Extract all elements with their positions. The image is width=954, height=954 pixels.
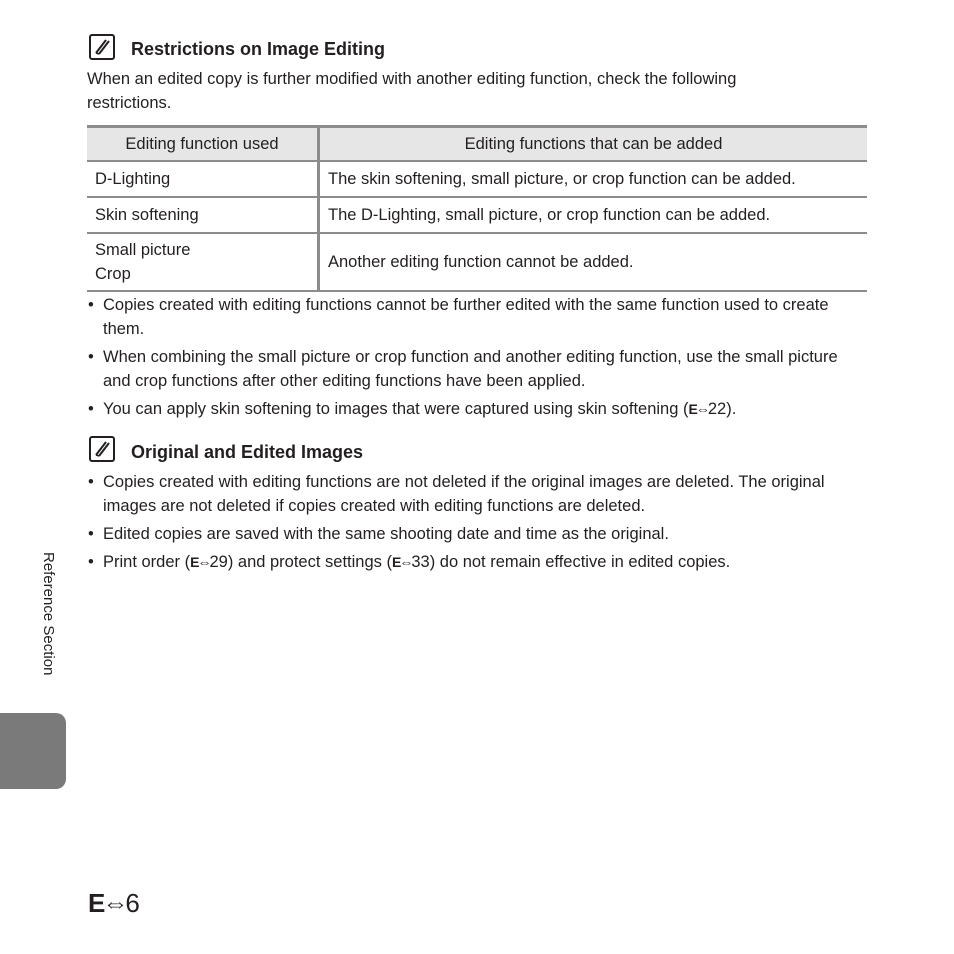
list-item: • Copies created with editing functions are not deleted if the original images are deleted. The original images are not deleted if copies created with editing functions are deleted.: [87, 470, 857, 518]
intro-paragraph: When an edited copy is further modified with another editing function, check the following restrictions.: [87, 70, 737, 112]
note-pencil-icon: [89, 34, 115, 60]
table-cell-added: The D-Lighting, small picture, or crop function can be added.: [319, 197, 868, 233]
table-cell-used: [87, 233, 319, 291]
table-header-cell: Editing functions that can be added: [319, 127, 868, 162]
section-title-original-edited: Original and Edited Images: [131, 442, 364, 462]
reference-page[interactable]: 22: [707, 400, 727, 418]
list-item-text: ) do not remain effective in edited copies.: [429, 553, 731, 571]
page-symbol-icon: E⇔: [88, 888, 126, 918]
side-section-label: Reference Section: [40, 552, 57, 676]
list-item: [87, 550, 857, 574]
list-item-text: ).: [726, 400, 737, 418]
page-number-value: 6: [125, 888, 140, 918]
cell-text: Crop: [95, 265, 131, 283]
reference-symbol-icon: E⇔: [391, 554, 412, 570]
table-row: [87, 161, 867, 197]
reference-symbol-icon: E⇔: [190, 554, 210, 570]
section-tab: [0, 713, 66, 789]
reference-symbol-icon: E⇔: [688, 401, 708, 417]
table-cell-added: The skin softening, small picture, or crop function can be added.: [319, 161, 868, 197]
reference-page[interactable]: 33: [411, 553, 430, 571]
original-edited-bullet-list: [87, 470, 857, 578]
table-row: [87, 233, 867, 291]
page-number: [88, 888, 140, 919]
reference-page[interactable]: 29: [209, 553, 228, 571]
table-row: [87, 197, 867, 233]
note-pencil-icon: [89, 436, 115, 462]
cell-text: Small picture: [95, 241, 191, 259]
table-cell-used: [87, 197, 319, 233]
list-item: • When combining the small picture or crop function and another editing function, use the small picture and crop functions after other editing functions have been applied.: [87, 345, 857, 393]
list-item: • Copies created with editing functions cannot be further edited with the same function used to create them.: [87, 293, 857, 341]
table-header-cell: Editing function used: [87, 127, 319, 162]
restrictions-table: [87, 125, 867, 292]
cell-text: Skin softening: [95, 206, 199, 224]
list-item-text: You can apply skin softening to images that were captured using skin softening (: [103, 400, 689, 418]
list-item-text: Print order (: [103, 553, 191, 571]
list-item: [87, 397, 857, 421]
cell-text: D-Lighting: [95, 170, 171, 188]
table-cell-added: Another editing function cannot be added.: [319, 233, 868, 291]
restrictions-bullet-list: [87, 293, 857, 425]
section-title-restrictions: Restrictions on Image Editing: [131, 39, 386, 59]
list-item: • Edited copies are saved with the same shooting date and time as the original.: [87, 522, 857, 546]
table-header-row: [87, 127, 867, 162]
table-cell-used: [87, 161, 319, 197]
list-item-text: ) and protect settings (: [227, 553, 392, 571]
